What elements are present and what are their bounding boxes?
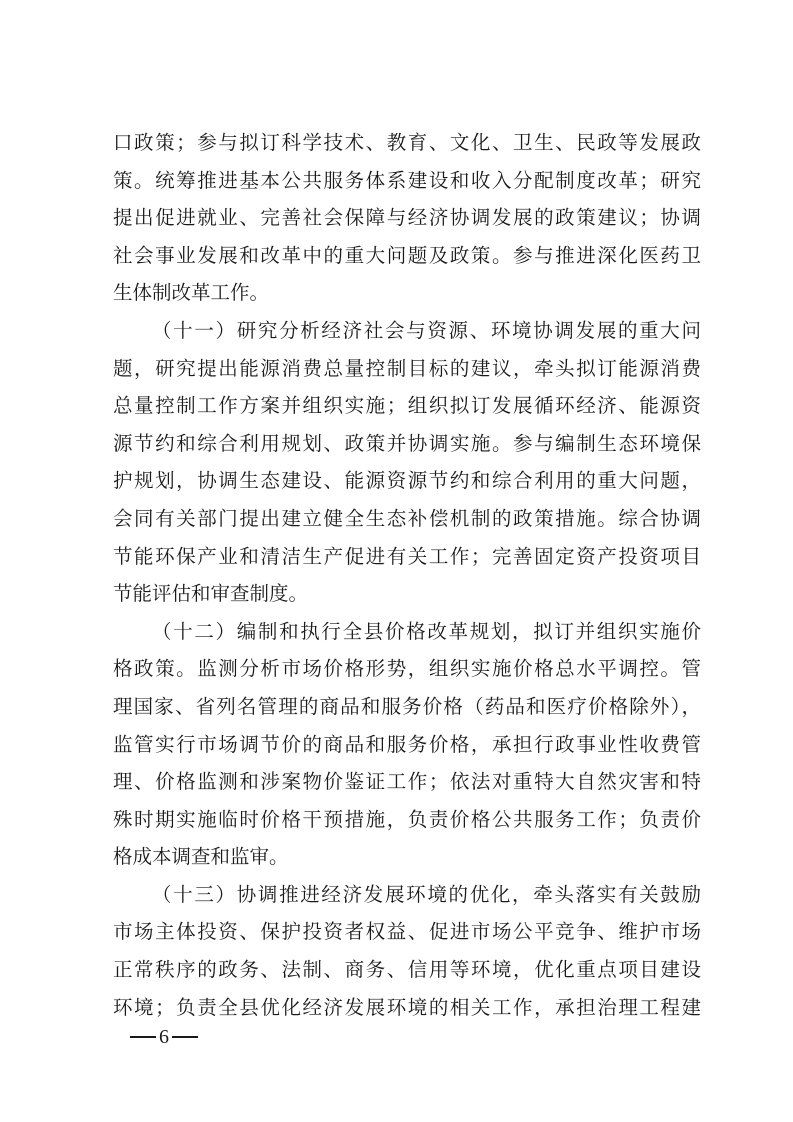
text-line: 正常秩序的政务、法制、商务、信用等环境，优化重点项目建设 — [113, 958, 701, 982]
page-number-dash-right — [172, 1036, 198, 1038]
text-line: 节能环保产业和清洁生产促进有关工作；完善固定资产投资项目 — [113, 544, 701, 568]
text-line: 提出促进就业、完善社会保障与经济协调发展的政策建议；协调 — [113, 206, 701, 230]
text-line: 生体制改革工作。 — [113, 281, 270, 305]
paragraph-item-11 — [113, 312, 701, 613]
text-line: （十一）研究分析经济社会与资源、环境协调发展的重大问 — [152, 318, 701, 342]
text-line: 监管实行市场调节价的商品和服务价格，承担行政事业性收费管 — [113, 732, 701, 756]
text-line: （十三）协调推进经济发展环境的优化，牵头落实有关鼓励 — [152, 882, 701, 906]
paragraph-continuation — [113, 124, 701, 312]
text-line: 理、价格监测和涉案物价鉴证工作；依法对重特大自然灾害和特 — [113, 770, 701, 794]
text-line: 题，研究提出能源消费总量控制目标的建议，牵头拟订能源消费 — [113, 356, 701, 380]
text-line: 社会事业发展和改革中的重大问题及政策。参与推进深化医药卫 — [113, 243, 701, 267]
text-line: 理国家、省列名管理的商品和服务价格（药品和医疗价格除外）， — [113, 694, 701, 718]
page-footer — [0, 1017, 793, 1057]
paragraph-item-12 — [113, 613, 701, 876]
text-line: （十二）编制和执行全县价格改革规划，拟订并组织实施价 — [152, 619, 701, 643]
paragraph-item-13 — [113, 876, 701, 1026]
text-line: 殊时期实施临时价格干预措施，负责价格公共服务工作；负责价 — [113, 807, 701, 831]
text-line: 格政策。监测分析市场价格形势，组织实施价格总水平调控。管 — [113, 657, 701, 681]
page-number: 6 — [159, 1026, 169, 1048]
text-line: 总量控制工作方案并组织实施；组织拟订发展循环经济、能源资 — [113, 394, 701, 418]
text-line: 节能评估和审查制度。 — [113, 582, 309, 606]
text-line: 口政策；参与拟订科学技术、教育、文化、卫生、民政等发展政 — [113, 131, 701, 154]
page-number-dash-left — [130, 1036, 156, 1038]
text-line: 护规划，协调生态建设、能源资源节约和综合利用的重大问题， — [113, 469, 701, 493]
text-line: 格成本调查和监审。 — [113, 845, 289, 869]
text-line: 市场主体投资、保护投资者权益、促进市场公平竞争、维护市场 — [113, 920, 701, 944]
text-line: 会同有关部门提出建立健全生态补偿机制的政策措施。综合协调 — [113, 506, 701, 530]
text-line: 策。统筹推进基本公共服务体系建设和收入分配制度改革；研究 — [113, 168, 701, 192]
text-line: 源节约和综合利用规划、政策并协调实施。参与编制生态环境保 — [113, 431, 701, 455]
body-text — [113, 124, 701, 1026]
text-line: 环境；负责全县优化经济发展环境的相关工作，承担治理工程建 — [113, 995, 701, 1019]
